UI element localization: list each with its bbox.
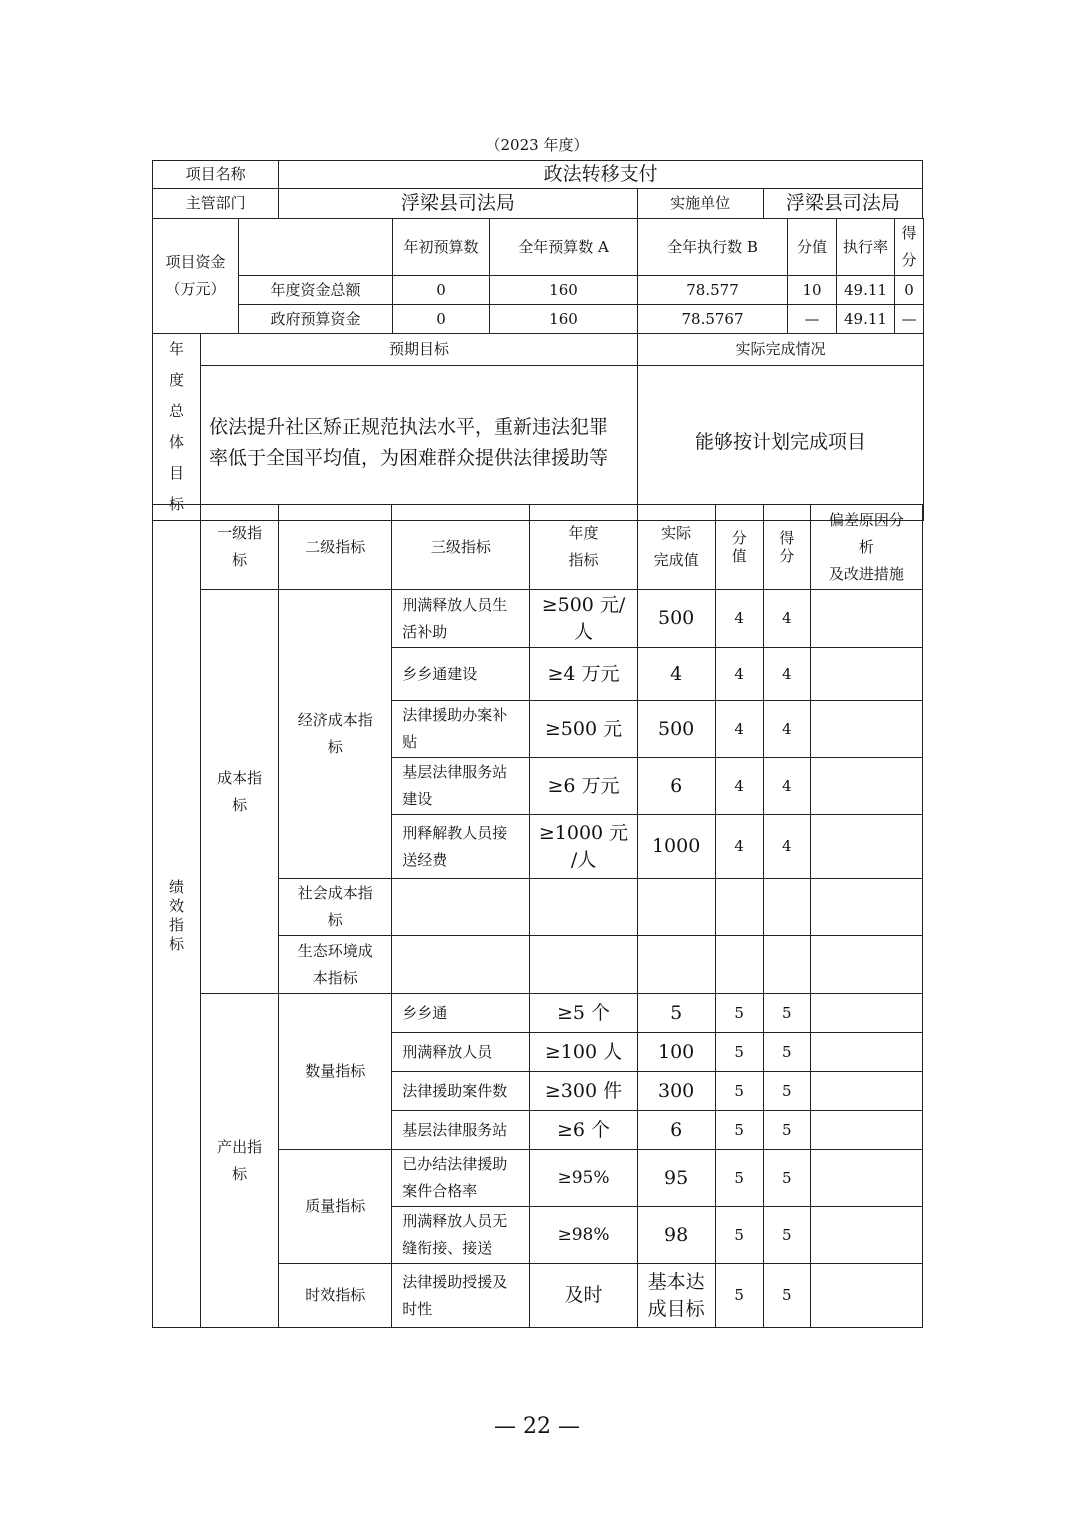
dept-label: 主管部门 bbox=[153, 189, 279, 219]
header-score: 得 分 bbox=[763, 505, 810, 590]
actual-goal-text: 能够按计划完成项目 bbox=[638, 365, 924, 520]
output-l1: 产出指 标 bbox=[201, 994, 279, 1328]
header-actual: 实际 完成值 bbox=[637, 505, 715, 590]
timeliness-indicator: 时效指标 bbox=[279, 1264, 392, 1328]
table-row: 基层法律服务站 建设 ≥6 万元 6 4 4 bbox=[153, 758, 923, 815]
table-row: 刑满释放人员无 缝衔接、接送 ≥98% 98 5 5 bbox=[153, 1207, 923, 1264]
table-row: 质量指标 已办结法律援助 案件合格率 ≥95% 95 5 5 bbox=[153, 1150, 923, 1207]
table-row: 年度资金总额 0 160 78.577 10 49.11 0 bbox=[153, 276, 924, 305]
dept-value: 浮梁县司法局 bbox=[279, 189, 637, 219]
funds-header-score-value: 分值 bbox=[788, 219, 837, 276]
table-row: 法律援助案件数 ≥300 件 300 5 5 bbox=[153, 1072, 923, 1111]
table-row: 成本指 标 经济成本指 标 刑满释放人员生 活补助 ≥500 元/ 人 500 4 4 bbox=[153, 590, 923, 648]
table-row: 法律援助办案补 贴 ≥500 元 500 4 4 bbox=[153, 701, 923, 758]
eco-cost: 生态环境成 本指标 bbox=[279, 936, 392, 994]
perf-label: 绩 效 指 标 bbox=[153, 505, 201, 1328]
cost-l1: 成本指 标 bbox=[201, 590, 279, 994]
expected-goal-text: 依法提升社区矫正规范执法水平，重新违法犯罪 率低于全国平均值，为困难群众提供法律援助等 bbox=[201, 365, 638, 520]
funds-label: 项目资金 （万元） bbox=[153, 219, 239, 334]
funds-header-score: 得分 bbox=[895, 219, 924, 276]
social-cost: 社会成本指 标 bbox=[279, 879, 392, 936]
actual-goal-header: 实际完成情况 bbox=[638, 334, 924, 366]
header-l3: 三级指标 bbox=[392, 505, 530, 590]
table-row: 时效指标 法律援助授援及 时性 及时 基本达 成目标 5 5 bbox=[153, 1264, 923, 1328]
header-target: 年度 指标 bbox=[530, 505, 637, 590]
table-row: 政府预算资金 0 160 78.5767 — 49.11 — bbox=[153, 305, 924, 334]
table-row: 基层法律服务站 ≥6 个 6 5 5 bbox=[153, 1111, 923, 1150]
quantity-indicator: 数量指标 bbox=[279, 994, 392, 1150]
header-l1: 一级指 标 bbox=[201, 505, 279, 590]
year-label: （2023 年度） bbox=[485, 136, 589, 154]
quality-indicator: 质量指标 bbox=[279, 1150, 392, 1264]
funds-header-annual: 全年预算数 A bbox=[490, 219, 638, 276]
funds-table bbox=[152, 218, 924, 334]
funds-header-rate: 执行率 bbox=[837, 219, 895, 276]
funds-header-initial: 年初预算数 bbox=[393, 219, 490, 276]
goal-table bbox=[152, 333, 924, 521]
page-number: — 22 — bbox=[494, 1414, 580, 1439]
project-name: 政法转移支付 bbox=[279, 161, 923, 189]
funds-blank-header bbox=[239, 219, 393, 276]
performance-table bbox=[152, 160, 923, 219]
header-l2: 二级指标 bbox=[279, 505, 392, 590]
indicator-table bbox=[152, 504, 923, 1328]
table-row: 刑满释放人员 ≥100 人 100 5 5 bbox=[153, 1033, 923, 1072]
impl-value: 浮梁县司法局 bbox=[763, 189, 922, 219]
table-row: 乡乡通建设 ≥4 万元 4 4 4 bbox=[153, 648, 923, 701]
header-reason: 偏差原因分 析 及改进措施 bbox=[810, 505, 922, 590]
funds-header-exec: 全年执行数 B bbox=[638, 219, 788, 276]
impl-label: 实施单位 bbox=[637, 189, 763, 219]
table-row: 产出指 标 数量指标 乡乡通 ≥5 个 5 5 5 bbox=[153, 994, 923, 1033]
econ-cost: 经济成本指 标 bbox=[279, 590, 392, 879]
header-value: 分 值 bbox=[715, 505, 763, 590]
project-name-label: 项目名称 bbox=[153, 161, 279, 189]
table-row: 刑释解教人员接 送经费 ≥1000 元 /人 1000 4 4 bbox=[153, 815, 923, 879]
goal-label: 年 度 总 体 目 标 bbox=[153, 334, 201, 521]
expected-goal-header: 预期目标 bbox=[201, 334, 638, 366]
